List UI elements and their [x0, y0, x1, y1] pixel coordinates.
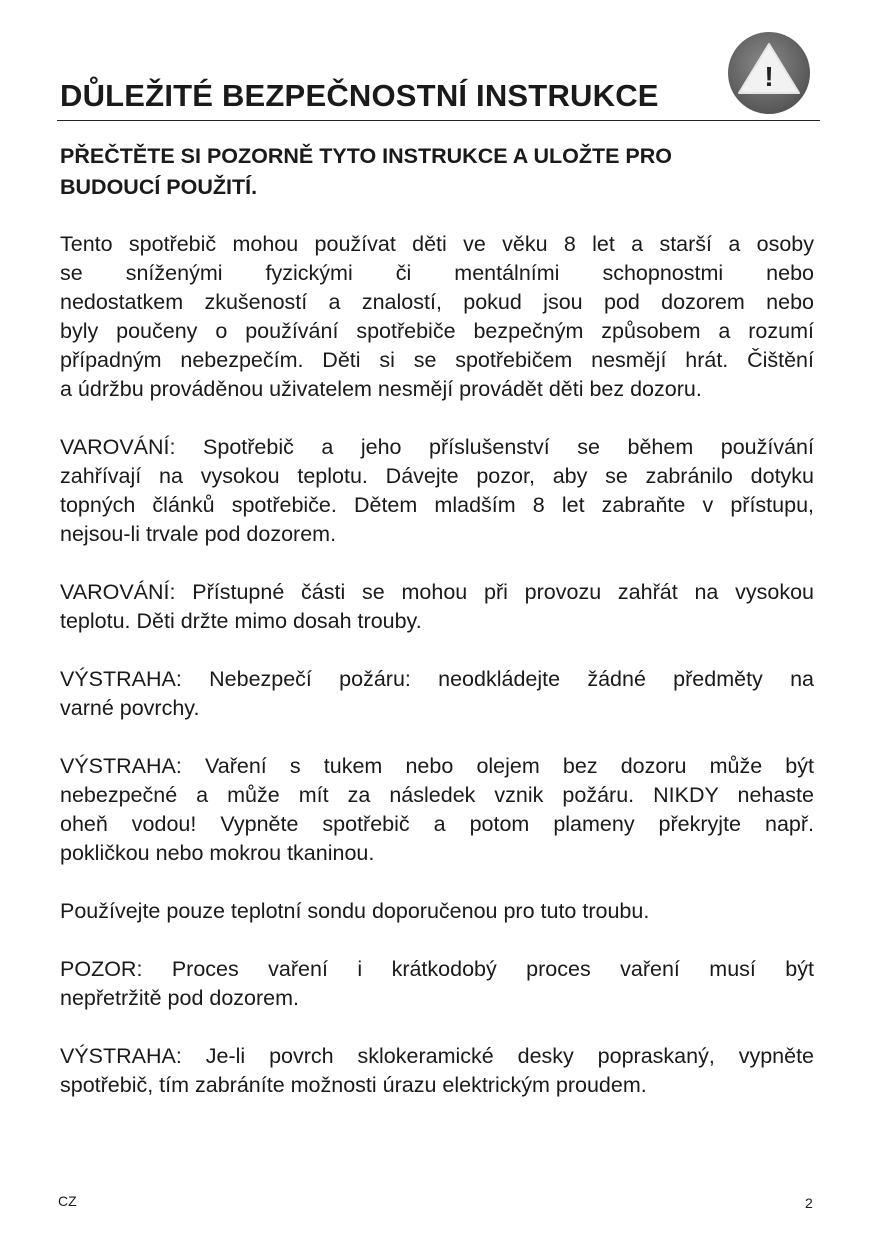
text-line: VÝSTRAHA: Nebezpečí požáru: neodkládejte žádné předměty na — [60, 667, 814, 691]
text-line: teplotu. Děti držte mimo dosah trouby. — [60, 609, 422, 633]
text-line: se sníženými fyzickými či mentálními schopnostmi nebo — [60, 261, 814, 285]
text-line: případným nebezpečím. Děti si se spotřebičem nesmějí hrát. Čištění — [60, 348, 814, 372]
text-line: a údržbu prováděnou uživatelem nesmějí provádět děti bez dozoru. — [60, 377, 702, 401]
paragraph-supervision — [60, 955, 814, 1013]
text-line: Používejte pouze teplotní sondu doporučenou pro tuto troubu. — [60, 899, 650, 923]
warning-triangle-icon — [724, 30, 814, 116]
text-line: nebezpečné a může mít za následek vznik požáru. NIKDY nehaste — [60, 783, 814, 807]
instructions-body — [60, 230, 814, 1100]
paragraph-cracked-surface — [60, 1042, 814, 1100]
paragraph-oil-fire — [60, 752, 814, 868]
subtitle — [60, 141, 820, 203]
text-line: topných článků spotřebiče. Dětem mladším 8 let zabraňte v přístupu, — [60, 493, 814, 517]
text-line: pokličkou nebo mokrou tkaninou. — [60, 841, 375, 865]
text-line: VAROVÁNÍ: Přístupné části se mohou při provozu zahřát na vysokou — [60, 580, 814, 604]
page-title: DŮLEŽITÉ BEZPEČNOSTNÍ INSTRUKCE — [60, 78, 659, 113]
paragraph-warning-accessible-parts — [60, 578, 814, 636]
text-line: zahřívají na vysokou teplotu. Dávejte pozor, aby se zabránilo dotyku — [60, 464, 814, 488]
text-line: nejsou-li trvale pod dozorem. — [60, 522, 337, 546]
page-number: 2 — [805, 1195, 813, 1211]
text-line: oheň vodou! Vypněte spotřebič a potom plameny překryjte např. — [60, 812, 814, 836]
subtitle-line: BUDOUCÍ POUŽITÍ. — [60, 175, 258, 199]
text-line: nepřetržitě pod dozorem. — [60, 986, 300, 1010]
text-line: nedostatkem zkušeností a znalostí, pokud jsou pod dozorem nebo — [60, 290, 814, 314]
text-line: varné povrchy. — [60, 696, 200, 720]
paragraph-warning-hot-parts — [60, 433, 814, 549]
text-line: VÝSTRAHA: Je-li povrch sklokeramické desky popraskaný, vypněte — [60, 1044, 814, 1068]
text-line: spotřebič, tím zabráníte možnosti úrazu elektrickým proudem. — [60, 1073, 647, 1097]
text-line: VAROVÁNÍ: Spotřebič a jeho příslušenství se během používání — [60, 435, 814, 459]
footer-language: CZ — [58, 1193, 77, 1209]
text-line: POZOR: Proces vaření i krátkodobý proces vaření musí být — [60, 957, 814, 981]
title-divider — [57, 120, 820, 121]
text-line: VÝSTRAHA: Vaření s tukem nebo olejem bez dozoru může být — [60, 754, 814, 778]
paragraph-children-safety — [60, 230, 814, 404]
paragraph-fire-hazard — [60, 665, 814, 723]
text-line: Tento spotřebič mohou používat děti ve věku 8 let a starší a osoby — [60, 232, 814, 256]
svg-text:!: ! — [764, 61, 774, 92]
text-line: byly poučeny o používání spotřebiče bezpečným způsobem a rozumí — [60, 319, 814, 343]
subtitle-line: PŘEČTĚTE SI POZORNĚ TYTO INSTRUKCE A ULOŽTE PRO — [60, 144, 672, 168]
paragraph-temperature-probe — [60, 897, 814, 926]
